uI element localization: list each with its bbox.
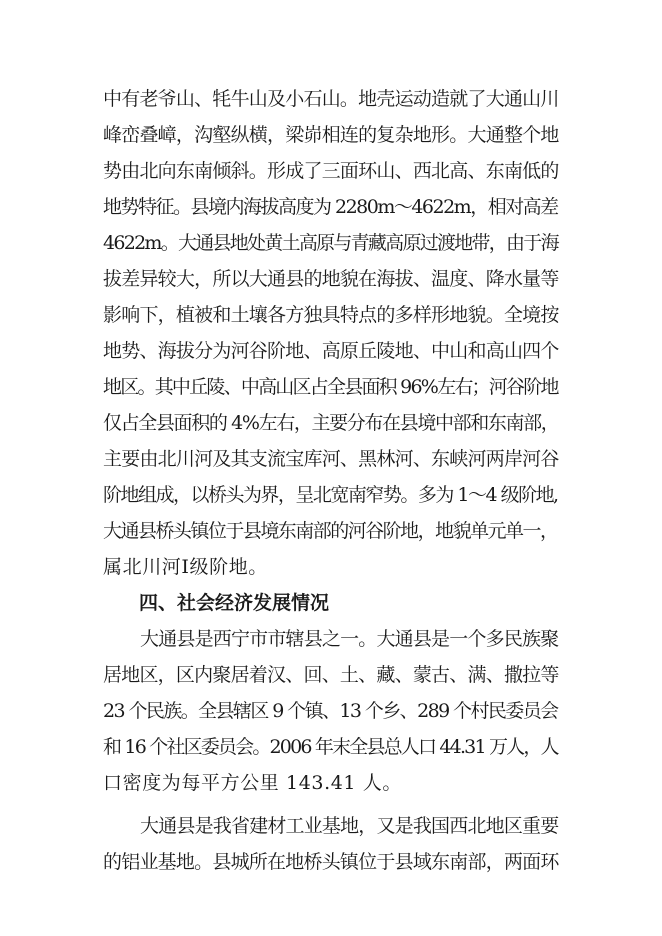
- section-heading: 四、社会经济发展情况: [139, 592, 330, 614]
- text-line: 23 个民族。全县辖区 9 个镇、13 个乡、289 个村民委员会: [103, 700, 558, 722]
- text-line: 影响下，植被和土壤各方独具特点的多样形地貌。全境按: [103, 304, 559, 326]
- text-line: 属北川河Ⅰ级阶地。: [103, 556, 268, 578]
- text-line: 口密度为每平方公里 143.41 人。: [103, 772, 402, 794]
- text-line: 拔差异较大，所以大通县的地貌在海拔、温度、降水量等: [103, 268, 559, 290]
- text-line: 大通县是西宁市市辖县之一。大通县是一个多民族聚: [140, 628, 559, 650]
- text-line: 势由北向东南倾斜。形成了三面环山、西北高、东南低的: [103, 160, 559, 182]
- text-line: 和 16 个社区委员会。2006 年末全县总人口 44.31 万人，人: [103, 736, 558, 758]
- text-line: 地区。其中丘陵、中高山区占全县面积 96%左右；河谷阶地: [103, 376, 558, 398]
- text-line: 大通县是我省建材工业基地，又是我国西北地区重要: [140, 815, 559, 837]
- text-line: 地势特征。县境内海拔高度为 2280m～4622m，相对高差: [103, 196, 558, 218]
- text-line: 的铝业基地。县城所在地桥头镇位于县域东南部，两面环: [103, 851, 559, 873]
- text-line: 地势、海拔分为河谷阶地、高原丘陵地、中山和高山四个: [103, 340, 559, 362]
- text-line: 阶地组成，以桥头为界，呈北宽南窄势。多为 1～4 级阶地,: [103, 484, 558, 506]
- text-line: 中有老爷山、牦牛山及小石山。地壳运动造就了大通山川: [103, 88, 559, 110]
- text-line: 居地区，区内聚居着汉、回、土、藏、蒙古、满、撒拉等: [103, 664, 559, 686]
- text-line: 4622m。大通县地处黄土高原与青藏高原过渡地带，由于海: [103, 232, 558, 254]
- text-line: 主要由北川河及其支流宝库河、黑林河、东峡河两岸河谷: [103, 448, 559, 470]
- text-line: 峰峦叠嶂，沟壑纵横，梁峁相连的复杂地形。大通整个地: [103, 124, 559, 146]
- text-line: 大通县桥头镇位于县境东南部的河谷阶地，地貌单元单一，: [103, 520, 558, 542]
- text-line: 仅占全县面积的 4%左右，主要分布在县境中部和东南部，: [103, 412, 559, 434]
